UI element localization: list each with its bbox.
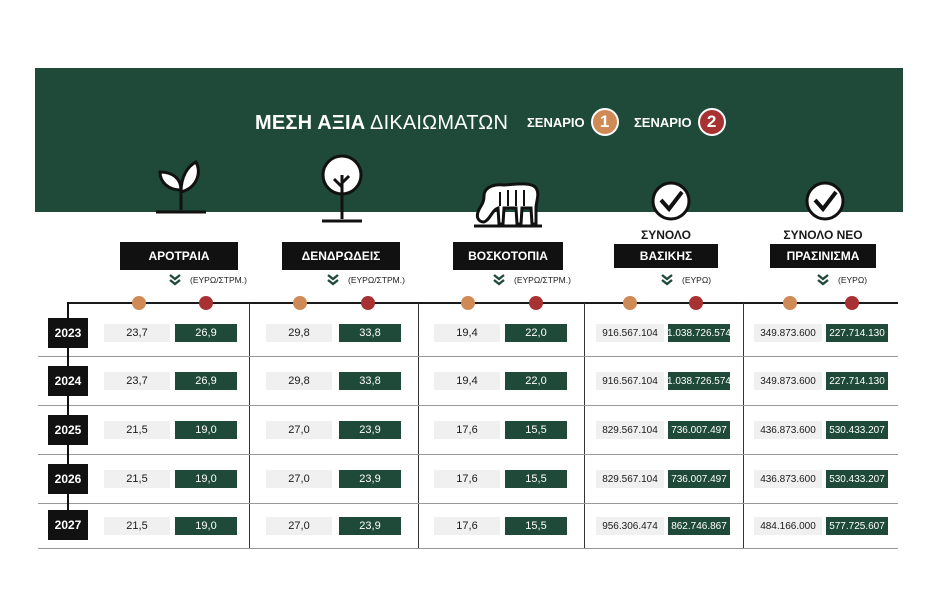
value-scenario-2: 530.433.207 [826,470,888,488]
scenario-2-legend [634,108,726,136]
year-badge: 2024 [48,366,88,396]
value-scenario-2: 33,8 [339,372,401,390]
value-scenario-2: 23,9 [339,421,401,439]
plant-sprout-icon [150,158,212,222]
year-badge: 2026 [48,464,88,494]
value-scenario-1: 956.306.474 [596,517,664,535]
unit-row [816,274,867,286]
value-scenario-2: 1.038.726.574 [668,324,730,342]
value-scenario-1: 484.166.000 [754,517,822,535]
value-scenario-1: 29,8 [266,324,332,342]
value-scenario-1: 436.873.600 [754,470,822,488]
value-scenario-2: 15,5 [505,517,567,535]
value-scenario-2: 26,9 [175,324,237,342]
value-scenario-1: 19,4 [434,372,500,390]
title-light: ΔΙΚΑΙΩΜΑΤΩΝ [370,112,509,134]
column-header-dendrodeis: ΔΕΝΔΡΩΔΕΙΣ [282,242,400,270]
unit-row [660,274,711,286]
scenario-1-dot [132,296,146,310]
value-scenario-2: 22,0 [505,372,567,390]
year-connector [67,444,69,464]
value-scenario-1: 17,6 [434,470,500,488]
year-badge: 2023 [48,318,88,348]
scenario-1-dot [783,296,797,310]
value-scenario-1: 349.873.600 [754,372,822,390]
value-scenario-1: 829.567.104 [596,470,664,488]
unit-row [492,274,571,286]
scenario-2-badge: 2 [698,108,726,136]
value-scenario-2: 19,0 [175,421,237,439]
value-scenario-2: 530.433.207 [826,421,888,439]
scenario-1-badge: 1 [591,108,619,136]
scenario-2-dot [361,296,375,310]
scenario-2-dot [529,296,543,310]
unit-label: (ΕΥΡΩ/ΣΤΡΜ.) [348,275,405,285]
chevron-down-icon [492,274,506,286]
value-scenario-1: 21,5 [104,517,170,535]
value-scenario-2: 19,0 [175,470,237,488]
value-scenario-1: 23,7 [104,324,170,342]
value-scenario-2: 26,9 [175,372,237,390]
value-scenario-1: 23,7 [104,372,170,390]
value-scenario-2: 15,5 [505,421,567,439]
unit-label: (ΕΥΡΩ) [682,275,712,285]
column-supra-vasikis: ΣΥΝΟΛΟ [641,228,691,242]
value-scenario-2: 577.725.607 [826,517,888,535]
value-scenario-2: 862.746.867 [668,517,730,535]
column-header-prasinisma: ΠΡΑΣΙΝΙΣΜΑ [770,244,876,268]
row-separator [38,405,898,406]
chevron-down-icon [816,274,830,286]
value-scenario-2: 23,9 [339,517,401,535]
value-scenario-1: 21,5 [104,470,170,488]
column-header-voskotopia: ΒΟΣΚΟΤΟΠΙΑ [453,242,563,270]
value-scenario-1: 19,4 [434,324,500,342]
value-scenario-2: 19,0 [175,517,237,535]
scenario-2-dot [689,296,703,310]
page-title [255,112,508,135]
column-header-arotraia: ΑΡΟΤΡΑΙΑ [120,242,238,270]
row-separator [38,503,898,504]
value-scenario-1: 17,6 [434,421,500,439]
title-bold: ΜΕΣΗ ΑΞΙΑ [255,112,366,134]
unit-label: (ΕΥΡΩ/ΣΤΡΜ.) [190,275,247,285]
value-scenario-2: 736.007.497 [668,421,730,439]
chevron-down-icon [168,274,182,286]
value-scenario-1: 27,0 [266,517,332,535]
header-rule [68,302,898,304]
value-scenario-2: 15,5 [505,470,567,488]
value-scenario-1: 436.873.600 [754,421,822,439]
value-scenario-2: 736.007.497 [668,470,730,488]
scenario-1-dot [623,296,637,310]
column-divider [249,303,250,549]
value-scenario-1: 349.873.600 [754,324,822,342]
year-badge: 2025 [48,415,88,445]
check-circle-icon [804,180,846,222]
row-separator [38,548,898,549]
unit-row [168,274,247,286]
year-badge: 2027 [48,510,88,540]
grazing-sheep-icon [470,178,546,228]
column-divider [584,303,585,549]
value-scenario-1: 829.567.104 [596,421,664,439]
check-circle-icon [650,180,692,222]
row-separator [38,454,898,455]
unit-row [326,274,405,286]
column-divider [743,303,744,549]
year-connector [67,395,69,415]
column-supra-prasinisma: ΣΥΝΟΛΟ ΝΕΟ [783,228,863,242]
unit-label: (ΕΥΡΩ) [838,275,868,285]
scenario-2-label: ΣΕΝΑΡΙΟ [634,114,692,130]
value-scenario-2: 227.714.130 [826,324,888,342]
value-scenario-2: 227.714.130 [826,372,888,390]
scenario-2-dot [845,296,859,310]
scenario-1-dot [293,296,307,310]
scenario-2-dot [199,296,213,310]
value-scenario-1: 916.567.104 [596,324,664,342]
chevron-down-icon [660,274,674,286]
value-scenario-1: 27,0 [266,470,332,488]
value-scenario-1: 29,8 [266,372,332,390]
row-separator [38,356,898,357]
value-scenario-2: 22,0 [505,324,567,342]
value-scenario-2: 1.038.726.574 [668,372,730,390]
scenario-1-label: ΣΕΝΑΡΙΟ [527,114,585,130]
column-divider [418,303,419,549]
value-scenario-2: 23,9 [339,470,401,488]
year-connector [67,346,69,366]
unit-label: (ΕΥΡΩ/ΣΤΡΜ.) [514,275,571,285]
value-scenario-2: 33,8 [339,324,401,342]
value-scenario-1: 916.567.104 [596,372,664,390]
value-scenario-1: 17,6 [434,517,500,535]
scenario-1-dot [461,296,475,310]
scenario-1-legend [527,108,619,136]
chevron-down-icon [326,274,340,286]
value-scenario-1: 27,0 [266,421,332,439]
tree-icon [314,153,370,225]
column-header-vasikis: ΒΑΣΙΚΗΣ [614,244,718,268]
value-scenario-1: 21,5 [104,421,170,439]
